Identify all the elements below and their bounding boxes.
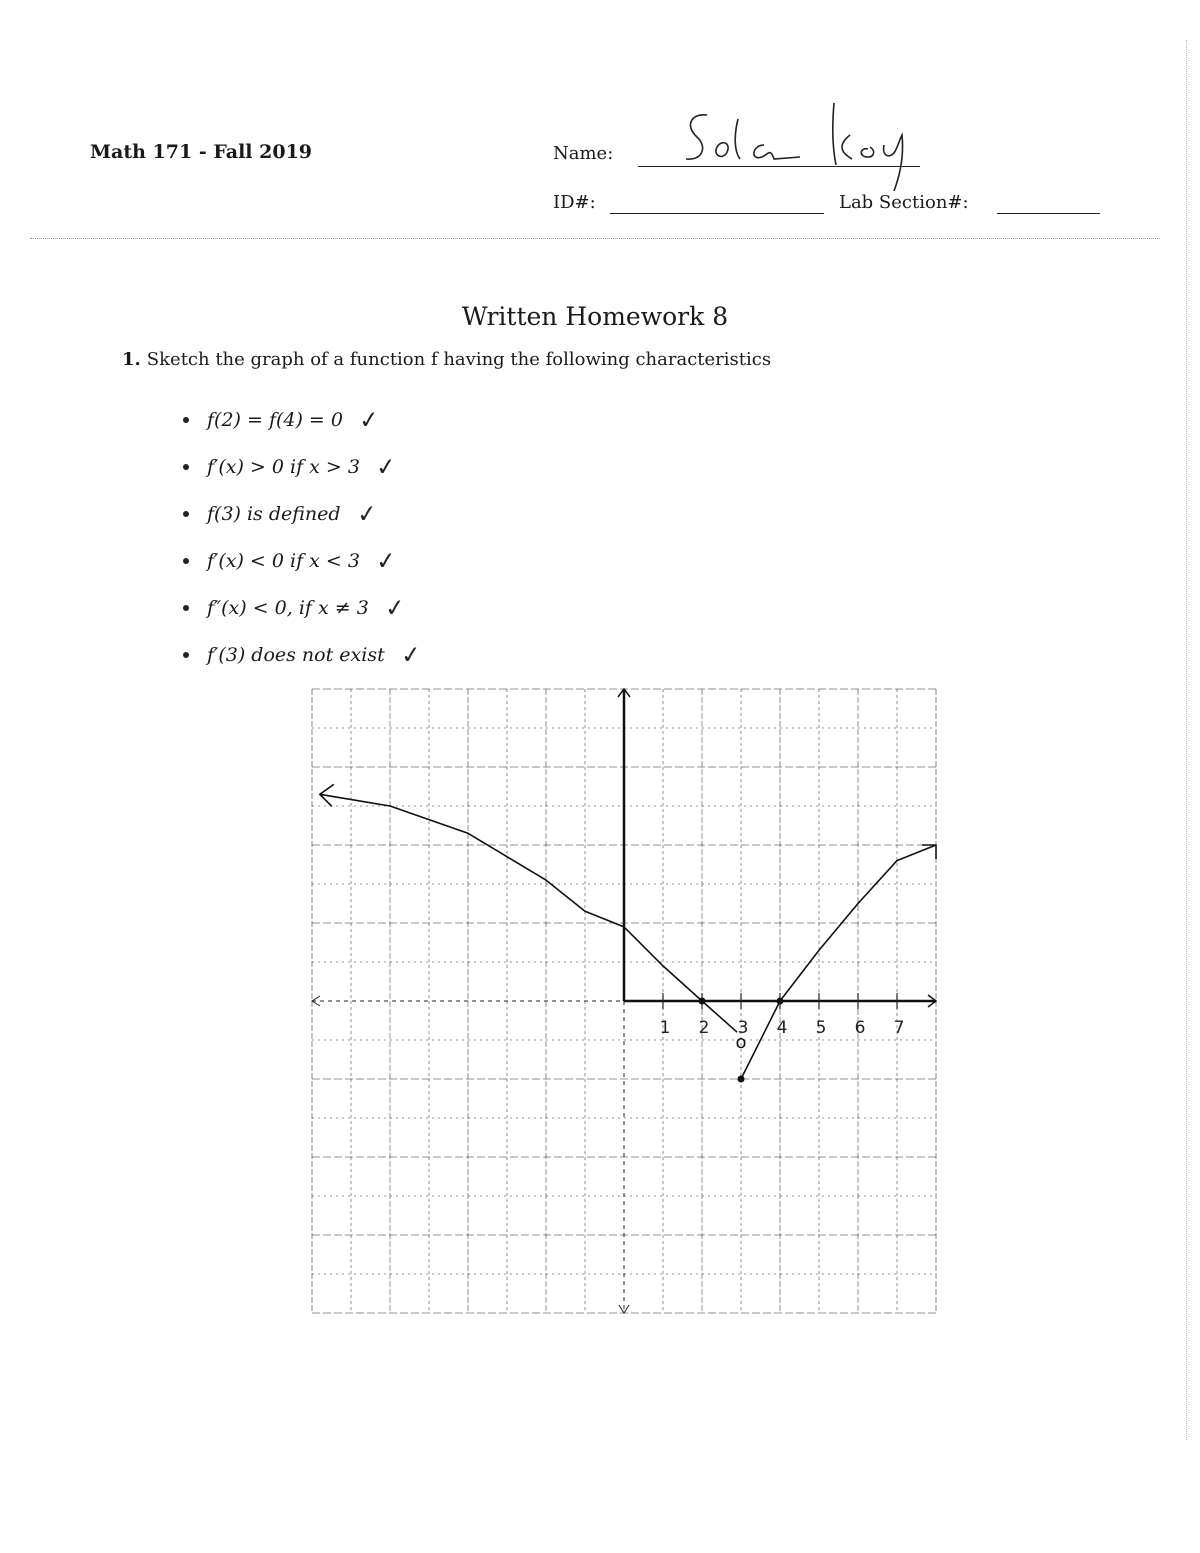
closed-point bbox=[777, 998, 784, 1005]
function-curve bbox=[320, 784, 936, 1079]
scan-margin-dots bbox=[1186, 40, 1187, 1440]
name-label: Name: bbox=[553, 143, 614, 164]
bullet-icon bbox=[183, 605, 189, 611]
list-item bbox=[183, 443, 421, 490]
graph-axes bbox=[312, 689, 936, 1313]
question-number: 1. bbox=[122, 349, 141, 370]
x-tick-label: 7 bbox=[893, 1018, 905, 1038]
x-tick-label: 6 bbox=[854, 1018, 866, 1038]
checkmark-icon: ✓ bbox=[374, 545, 398, 576]
curve-branch bbox=[320, 794, 737, 1032]
criterion-text: f′(3) does not exist bbox=[207, 643, 385, 666]
criteria-list bbox=[183, 396, 421, 678]
course-title: Math 171 - Fall 2019 bbox=[90, 141, 313, 163]
criterion-text: f(2) = f(4) = 0 bbox=[207, 408, 343, 431]
checkmark-icon: ✓ bbox=[374, 451, 398, 482]
checkmark-icon: ✓ bbox=[399, 639, 423, 670]
bullet-icon bbox=[183, 417, 189, 423]
header-divider bbox=[30, 238, 1160, 239]
x-tick-label: 3 bbox=[737, 1018, 749, 1038]
id-label: ID#: bbox=[553, 192, 596, 213]
question-1 bbox=[122, 349, 771, 370]
closed-point bbox=[699, 998, 706, 1005]
criterion-text: f(3) is defined bbox=[207, 502, 341, 525]
criterion-text: f′(x) > 0 if x > 3 bbox=[207, 455, 360, 478]
page-title: Written Homework 8 bbox=[461, 302, 729, 331]
bullet-icon bbox=[183, 652, 189, 658]
checkmark-icon: ✓ bbox=[357, 404, 381, 435]
x-tick-label: 1 bbox=[659, 1018, 671, 1038]
list-item bbox=[183, 584, 421, 631]
x-tick-label: 2 bbox=[698, 1018, 710, 1038]
closed-point bbox=[738, 1076, 745, 1083]
checkmark-icon: ✓ bbox=[355, 498, 379, 529]
bullet-icon bbox=[183, 558, 189, 564]
bullet-icon bbox=[183, 511, 189, 517]
x-tick-label: 5 bbox=[815, 1018, 827, 1038]
list-item bbox=[183, 631, 421, 678]
criterion-text: f′(x) < 0 if x < 3 bbox=[207, 549, 360, 572]
id-underline bbox=[610, 213, 824, 214]
list-item bbox=[183, 396, 421, 443]
criterion-text: f″(x) < 0, if x ≠ 3 bbox=[207, 596, 369, 619]
bullet-icon bbox=[183, 464, 189, 470]
list-item bbox=[183, 490, 421, 537]
checkmark-icon: ✓ bbox=[383, 592, 407, 623]
handwritten-signature bbox=[672, 95, 932, 195]
open-point-label: o bbox=[735, 1032, 747, 1053]
x-tick-label: 4 bbox=[776, 1018, 788, 1038]
sketch-graph bbox=[300, 675, 950, 1330]
list-item bbox=[183, 537, 421, 584]
lab-section-underline bbox=[997, 213, 1100, 214]
question-text: Sketch the graph of a function f having the following characteristics bbox=[146, 349, 772, 370]
lab-section-label: Lab Section#: bbox=[839, 192, 969, 213]
